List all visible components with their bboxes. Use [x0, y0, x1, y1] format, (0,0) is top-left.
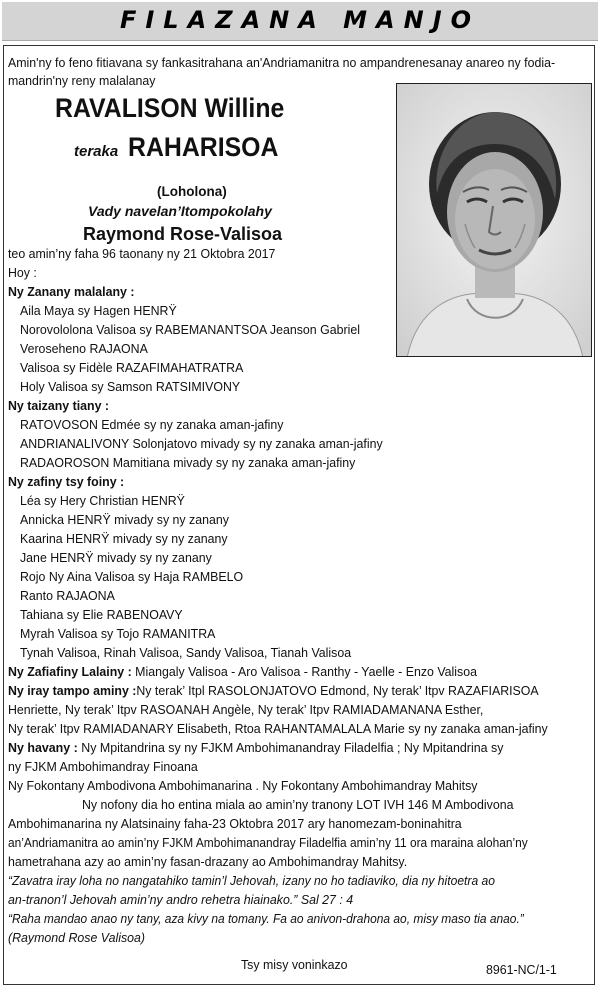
community-line-1	[8, 738, 503, 757]
funeral-line-3: an’Andriamanitra ao amin’ny FJKM Ambohimanandray Filadelfia amin’ny 11 ora maraina alohan’ny	[8, 835, 528, 850]
great-grandchildren-heading: Ny Zafiafiny Lalainy :	[8, 664, 132, 679]
list-item: Kaarina HENRŸ mivady sy ny zanany	[20, 531, 228, 546]
list-item: Veroseheno RAJAONA	[20, 341, 148, 356]
list-item: Valisoa sy Fidèle RAZAFIMAHATRATRA	[20, 360, 244, 375]
maiden-name: RAHARISOA	[127, 132, 279, 162]
teraka-label: teraka	[74, 143, 119, 160]
verse-1-line-1: “Zavatra iray loha no nangatahiko tamin’l Jehovah, izany no ho tadiaviko, dia ny hitoetra ao	[8, 873, 495, 888]
no-flowers-note: Tsy misy voninkazo	[241, 957, 348, 972]
death-info-line-1: teo amin’ny faha 96 taonany ny 21 Oktobra 2017	[8, 246, 276, 261]
deceased-name: RAVALISON Willine	[55, 93, 285, 123]
grandchildren-heading: Ny zafiny tsy foiny :	[8, 474, 125, 489]
siblings-line-1	[8, 681, 539, 700]
siblings-line-2: Henriette, Ny terak’ Itpv RASOANAH Angèle, Ny terak’ Itpv RAMIADAMANANA Esther,	[8, 702, 484, 717]
list-item: Tynah Valisoa, Rinah Valisoa, Sandy Valisoa, Tianah Valisoa	[20, 645, 352, 660]
list-item: RADAOROSON Mamitiana mivady sy ny zanaka aman-jafiny	[20, 455, 356, 470]
great-grandchildren-text: Miangaly Valisoa - Aro Valisoa - Ranthy - Yaelle - Enzo Valisoa	[131, 664, 477, 679]
community-line-2: ny FJKM Ambohimandray Finoana	[8, 759, 198, 774]
list-item: Ranto RAJAONA	[20, 588, 115, 603]
header-banner	[2, 2, 598, 41]
list-item: Annicka HENRŸ mivady sy ny zanany	[20, 512, 229, 527]
funeral-line-2: Ambohimanarina ny Alatsinainy faha-23 Oktobra 2017 ary hanomezam-boninahitra	[8, 816, 462, 831]
children-heading: Ny Zanany malalany :	[8, 284, 135, 299]
community-text-1: Ny Mpitandrina sy ny FJKM Ambohimanandray Filadelfia ; Ny Mpitandrina sy	[77, 740, 504, 755]
funeral-line-4: hametrahana azy ao amin’ny fasan-drazany ao Ambohimandray Mahitsy.	[8, 854, 408, 869]
verse-1-line-2: an-tranon’l Jehovah amin’ny andro rehetra hiainako.” Sal 27 : 4	[8, 892, 354, 907]
list-item: Norovololona Valisoa sy RABEMANANTSOA Jeanson Gabriel	[20, 322, 361, 337]
great-grandchildren-line	[8, 662, 477, 681]
siblings-line-3: Ny terak’ Itpv RAMIADANARY Elisabeth, Rtoa RAHANTAMALALA Marie sy ny zanaka aman-jafiny	[8, 721, 548, 736]
list-item: Jane HENRŸ mivady sy ny zanany	[20, 550, 212, 565]
list-item: ANDRIANALIVONY Solonjatovo mivady sy ny zanaka aman-jafiny	[20, 436, 383, 451]
list-item: RATOVOSON Edmée sy ny zanaka aman-jafiny	[20, 417, 284, 432]
verse-2-line-2: (Raymond Rose Valisoa)	[8, 930, 146, 945]
list-item: Aila Maya sy Hagen HENRŸ	[20, 303, 177, 318]
list-item: Rojo Ny Aina Valisoa sy Haja RAMBELO	[20, 569, 244, 584]
teraka-line	[74, 132, 291, 162]
list-item: Myrah Valisoa sy Tojo RAMANITRA	[20, 626, 216, 641]
list-item: Tahiana sy Elie RABENOAVY	[20, 607, 183, 622]
death-info-line-2: Hoy :	[8, 265, 37, 280]
intro-line-2: mandrin'ny reny malalanay	[8, 73, 156, 88]
siblings-heading: Ny iray tampo aminy :	[8, 683, 137, 698]
reference-number: 8961-NC/1-1	[486, 962, 557, 977]
funeral-line-1: Ny nofony dia ho entina miala ao amin’ny tranony LOT IVH 146 M Ambodivona	[82, 797, 514, 812]
list-item: Holy Valisoa sy Samson RATSIMIVONY	[20, 379, 241, 394]
husband-name: Raymond Rose-Valisoa	[83, 224, 283, 244]
siblings-text-1: Ny terak’ Itpl RASOLONJATOVO Edmond, Ny terak’ Itpv RAZAFIARISOA	[136, 683, 539, 698]
portrait-photo-icon	[397, 84, 592, 357]
community-line-3: Ny Fokontany Ambodivona Ambohimanarina . Ny Fokontany Ambohimandray Mahitsy	[8, 778, 478, 793]
community-heading: Ny havany :	[8, 740, 78, 755]
nephews-heading: Ny taizany tiany :	[8, 398, 110, 413]
verse-2-line-1: “Raha mandao anao ny tany, aza kivy na tomany. Fa ao anivon-drahona ao, misy maso tia anao.”	[8, 911, 524, 926]
deceased-title: (Loholona)	[157, 184, 227, 199]
list-item: Léa sy Hery Christian HENRŸ	[20, 493, 185, 508]
widow-label: Vady navelan’Itompokolahy	[88, 203, 272, 219]
banner-title: FILAZANA MANJO	[119, 6, 481, 34]
intro-line-1: Amin'ny fo feno fitiavana sy fankasitrahana an'Andriamanitra no ampandrenesanay anareo ny fodia-	[8, 55, 556, 70]
portrait-photo	[396, 83, 592, 357]
